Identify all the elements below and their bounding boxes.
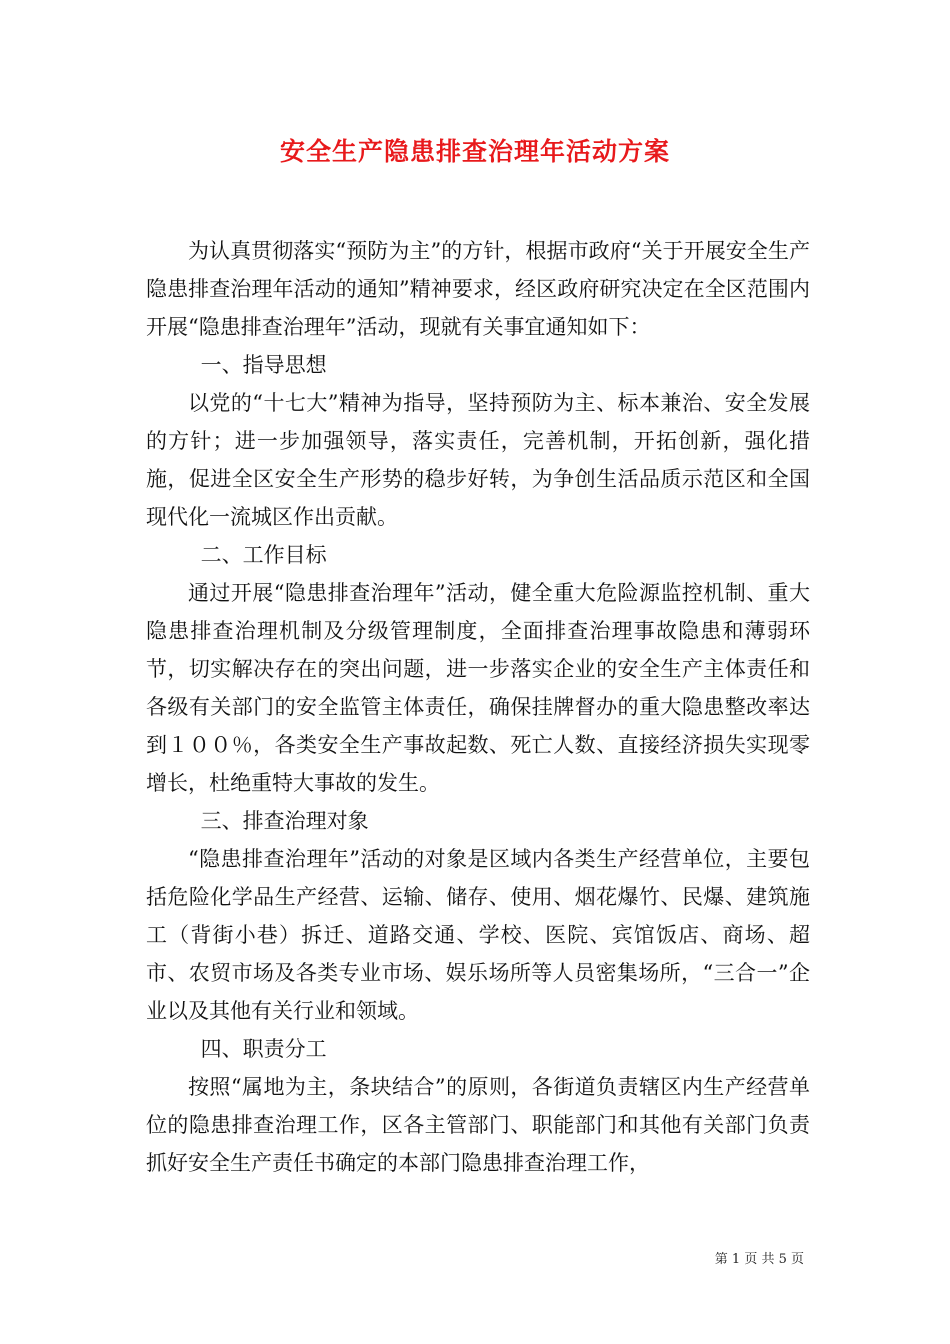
section-heading-targets: 三、排查治理对象 [200,809,369,833]
paragraph-intro: 为认真贯彻落实“预防为主”的方针，根据市政府“关于开展安全生产隐患排查治理年活动的通知”精神要求，经区政府研究决定在全区范围内开展“隐患排查治理年”活动，现就有关事宜通知如下： [146,239,810,339]
page-number: 第 1 页 共 5 页 [714,1252,804,1267]
section-heading-responsibilities: 四、职责分工 [200,1037,327,1061]
paragraph-work-goals: 通过开展“隐患排查治理年”活动，健全重大危险源监控机制、重大隐患排查治理机制及分级管理制度，全面排查治理事故隐患和薄弱环节，切实解决存在的突出问题，进一步落实企业的安全生产主体责任和各级有关部门的安全监管主体责任，确保挂牌督办的重大隐患整改率达到１００％，各类安全生产事故起数、死亡人数、直接经济损失实现零增长，杜绝重特大事故的发生。 [146,581,810,795]
paragraph-targets: “隐患排查治理年”活动的对象是区域内各类生产经营单位，主要包括危险化学品生产经营、运输、储存、使用、烟花爆竹、民爆、建筑施工（背街小巷）拆迁、道路交通、学校、医院、宾馆饭店、商场、超市、农贸市场及各类专业市场、娱乐场所等人员密集场所，“三合一”企业以及其他有关行业和领域。 [146,847,810,1023]
section-heading-work-goals: 二、工作目标 [200,543,327,567]
document-title: 安全生产隐患排查治理年活动方案 [279,137,670,166]
paragraph-guiding-ideology: 以党的“十七大”精神为指导，坚持预防为主、标本兼治、安全发展的方针；进一步加强领导，落实责任，完善机制，开拓创新，强化措施，促进全区安全生产形势的稳步好转，为争创生活品质示范区和全国现代化一流城区作出贡献。 [146,391,810,529]
document-body [146,232,810,1182]
paragraph-responsibilities: 按照“属地为主，条块结合”的原则，各街道负责辖区内生产经营单位的隐患排查治理工作，区各主管部门、职能部门和其他有关部门负责抓好安全生产责任书确定的本部门隐患排查治理工作， [146,1075,810,1175]
section-heading-guiding-ideology: 一、指导思想 [200,353,327,377]
